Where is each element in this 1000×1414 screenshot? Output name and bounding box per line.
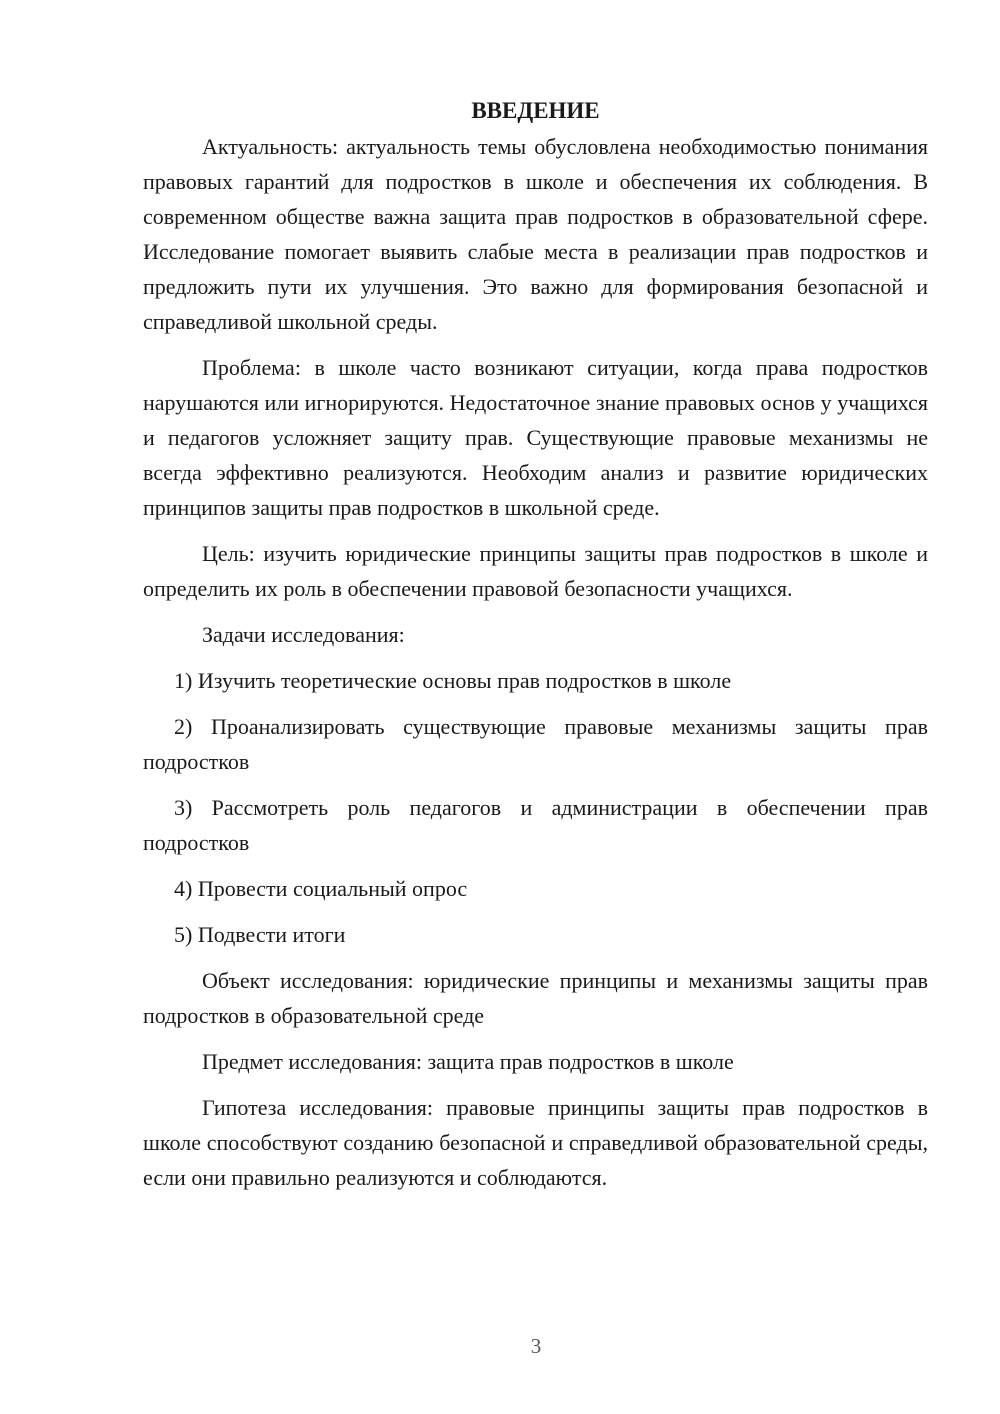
task-item-2: 2) Проанализировать существующие правовые механизмы защиты прав подростков [143, 714, 928, 774]
subject-paragraph: Предмет исследования: защита прав подростков в школе [202, 1049, 734, 1074]
page-number: 3 [530, 1334, 542, 1358]
document-page [143, 93, 928, 1206]
object-paragraph: Объект исследования: юридические принципы и механизмы защиты прав подростков в образовательной среде [143, 968, 928, 1028]
page-title: ВВЕДЕНИЕ [471, 98, 600, 123]
tasks-heading: Задачи исследования: [202, 622, 405, 647]
relevance-paragraph: Актуальность: актуальность темы обусловлена необходимостью понимания правовых гарантий для подростков в школе и обеспечения их соблюдения. В современном обществе важна защита прав подростков в образовательной сфере. Исследование помогает выявить слабые места в реализации прав подростков и предложить пути их улучшения. Это важно для формирования безопасной и справедливой школьной среды. [143, 134, 928, 334]
problem-paragraph: Проблема: в школе часто возникают ситуации, когда права подростков нарушаются или игнорируются. Недостаточное знание правовых основ у учащихся и педагогов усложняет защиту прав. Существующие правовые механизмы не всегда эффективно реализуются. Необходим анализ и развитие юридических принципов защиты прав подростков в школьной среде. [143, 355, 928, 520]
task-item-4: 4) Провести социальный опрос [174, 876, 468, 901]
hypothesis-paragraph: Гипотеза исследования: правовые принципы защиты прав подростков в школе способствуют созданию безопасной и справедливой образовательной среды, если они правильно реализуются и соблюдаются. [143, 1095, 928, 1190]
task-item-1: 1) Изучить теоретические основы прав подростков в школе [174, 668, 732, 693]
task-item-3: 3) Рассмотреть роль педагогов и администрации в обеспечении прав подростков [143, 795, 928, 855]
goal-paragraph: Цель: изучить юридические принципы защиты прав подростков в школе и определить их роль в обеспечении правовой безопасности учащихся. [143, 541, 928, 601]
task-item-5: 5) Подвести итоги [174, 922, 346, 947]
